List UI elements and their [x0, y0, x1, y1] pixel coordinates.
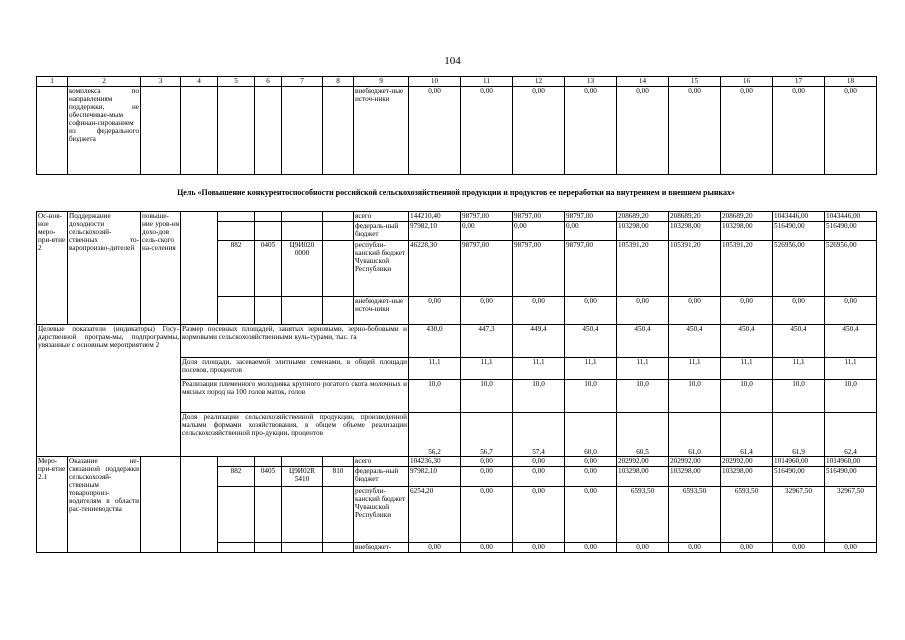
value-cell: 0,00 [565, 87, 617, 175]
page-number: 104 [444, 55, 461, 67]
indicator-value: 62,4 [825, 413, 877, 457]
empty-cell [323, 241, 354, 297]
value-cell: 526956,00 [825, 241, 877, 297]
empty-cell [218, 212, 255, 222]
value-cell: 526956,00 [773, 241, 825, 297]
measure-type: Меро-при-ятие 2.1 [37, 457, 68, 553]
empty-cell [255, 457, 282, 467]
funding-source: всего [354, 457, 409, 467]
value-cell: 0,00 [617, 543, 669, 553]
value-cell: 202992,00 [721, 457, 773, 467]
value-cell: 0,00 [461, 467, 513, 487]
value-cell: 144210,40 [409, 212, 461, 222]
indicator-value: 450,4 [669, 325, 721, 358]
value-cell: 0,00 [513, 543, 565, 553]
empty-cell [218, 487, 255, 543]
indicator-value: 10,0 [409, 380, 461, 413]
value-cell: 208689,20 [669, 212, 721, 222]
empty-cell [255, 297, 282, 325]
indicator-value: 61,0 [669, 413, 721, 457]
value-cell: 98797,00 [461, 212, 513, 222]
value-cell: 0,00 [565, 543, 617, 553]
value-cell: 0,00 [409, 87, 461, 175]
indicator-value: 11,1 [617, 358, 669, 380]
header-cell: 12 [513, 77, 565, 87]
empty-cell [282, 212, 323, 222]
value-cell: 208689,20 [721, 212, 773, 222]
funding-source: федераль-ный бюджет [354, 222, 409, 241]
header-cell: 17 [773, 77, 825, 87]
value-cell: 0,00 [513, 457, 565, 467]
indicator-value: 11,1 [565, 358, 617, 380]
funding-source: федераль-ный бюджет [354, 467, 409, 487]
header-cell: 3 [141, 77, 181, 87]
empty-cell [255, 222, 282, 241]
indicator-value: 11,1 [461, 358, 513, 380]
value-cell: 0,00 [461, 297, 513, 325]
value-cell: 0,00 [565, 487, 617, 543]
value-cell: 103298,00 [617, 222, 669, 241]
empty-cell [218, 457, 255, 467]
indicator-value: 11,1 [513, 358, 565, 380]
indicator-value: 61,9 [773, 413, 825, 457]
value-cell: 516490,00 [773, 467, 825, 487]
indicator-value: 10,0 [513, 380, 565, 413]
value-cell: 0,00 [825, 543, 877, 553]
table-row [37, 87, 877, 175]
value-cell: 0,00 [773, 543, 825, 553]
indicator-row [37, 325, 877, 358]
value-cell: 0,00 [461, 87, 513, 175]
rzpr-code: 0405 [255, 241, 282, 297]
value-cell: 0,00 [513, 222, 565, 241]
value-cell: 202992,00 [617, 457, 669, 467]
value-cell: 208689,20 [617, 212, 669, 222]
value-cell: 98797,00 [461, 241, 513, 297]
header-cell: 1 [37, 77, 68, 87]
indicator-value: 10,0 [825, 380, 877, 413]
value-cell: 0,00 [565, 467, 617, 487]
indicator-value: 450,4 [721, 325, 773, 358]
empty-cell [282, 457, 323, 467]
empty-cell [323, 297, 354, 325]
goal-title: Цель «Повышение конкурентоспособности российской сельскохозяйственной продукции и продуктов ее переработки на внутреннем и внешнем рынках» [177, 188, 735, 197]
empty-cell [282, 487, 323, 543]
value-cell: 98797,00 [513, 241, 565, 297]
value-cell: 0,00 [513, 297, 565, 325]
value-cell: 0,00 [669, 87, 721, 175]
value-cell: 0,00 [773, 297, 825, 325]
measure-name: Поддержание доходности сельскохозяй-ственных то-варопроизво-дителей [68, 212, 141, 325]
value-cell: 32967,50 [773, 487, 825, 543]
indicator-name: Доля реализации сельскохозяйственной продукции, произведенной малыми формами хозяйствования, в общем объеме реализации сельскохозяйственной про-дукции, процентов [181, 413, 409, 457]
indicator-value: 11,1 [721, 358, 773, 380]
value-cell: 202992,00 [669, 457, 721, 467]
value-cell: 46228,30 [409, 241, 461, 297]
value-cell: 103298,00 [617, 467, 669, 487]
measure-goal: повыше-ние уров-ня дохо-дов сель-ского на-селения [141, 212, 181, 325]
value-cell: 0,00 [721, 297, 773, 325]
indicator-value: 450,4 [825, 325, 877, 358]
indicator-value: 10,0 [461, 380, 513, 413]
header-row [37, 77, 877, 87]
indicator-value: 61,4 [721, 413, 773, 457]
header-cell: 2 [68, 77, 141, 87]
empty-cell [323, 457, 354, 467]
header-cell: 18 [825, 77, 877, 87]
header-cell: 10 [409, 77, 461, 87]
header-cell: 14 [617, 77, 669, 87]
empty-cell [218, 543, 255, 553]
value-cell: 0,00 [409, 543, 461, 553]
csr-code: Ц9И02R 5410 [282, 467, 323, 487]
indicator-value: 10,0 [669, 380, 721, 413]
header-cell: 8 [323, 77, 354, 87]
value-cell: 103298,00 [721, 222, 773, 241]
indicator-value: 56,7 [461, 413, 513, 457]
indicator-value: 10,0 [721, 380, 773, 413]
value-cell: 6593,50 [669, 487, 721, 543]
value-cell: 6593,50 [721, 487, 773, 543]
value-cell: 97982,10 [409, 467, 461, 487]
indicator-value: 447,3 [461, 325, 513, 358]
header-cell: 6 [255, 77, 282, 87]
empty-cell [323, 487, 354, 543]
value-cell: 105391,20 [669, 241, 721, 297]
value-cell: 105391,20 [617, 241, 669, 297]
value-cell: 104236,30 [409, 457, 461, 467]
value-cell: 0,00 [773, 87, 825, 175]
indicator-value: 11,1 [773, 358, 825, 380]
indicator-value: 450,4 [565, 325, 617, 358]
funding-source: внебюджет-ные источ-ники [354, 87, 409, 175]
measure-type: Ос-нов-ное меро-при-ятие 2 [37, 212, 68, 325]
empty-cell [282, 222, 323, 241]
rzpr-code: 0405 [255, 467, 282, 487]
funding-source: республи-канский бюджет Чувашской Республики [354, 241, 409, 297]
value-cell: 1014960,00 [773, 457, 825, 467]
empty-cell [141, 457, 181, 553]
empty-cell [181, 212, 218, 325]
value-cell: 0,00 [825, 297, 877, 325]
funding-source: всего [354, 212, 409, 222]
indicator-value: 430,0 [409, 325, 461, 358]
value-cell: 0,00 [825, 87, 877, 175]
value-cell: 0,00 [513, 467, 565, 487]
value-cell: 0,00 [513, 87, 565, 175]
funding-source: внебюджет- [354, 543, 409, 553]
indicator-value: 57,4 [513, 413, 565, 457]
empty-cell [37, 87, 68, 175]
value-cell: 1043446,00 [773, 212, 825, 222]
empty-cell [255, 212, 282, 222]
empty-cell [218, 87, 255, 175]
funding-source: республи-канский бюджет Чувашской Республики [354, 487, 409, 543]
vr-code: 810 [323, 467, 354, 487]
value-cell: 98797,00 [565, 212, 617, 222]
header-cell: 16 [721, 77, 773, 87]
value-cell: 0,00 [461, 457, 513, 467]
funding-source: внебюджет-ные источ-ники [354, 297, 409, 325]
value-cell: 1014960,00 [825, 457, 877, 467]
value-cell: 0,00 [461, 222, 513, 241]
table-row [37, 212, 877, 222]
empty-cell [323, 212, 354, 222]
header-cell: 13 [565, 77, 617, 87]
empty-cell [255, 487, 282, 543]
value-cell: 0,00 [461, 487, 513, 543]
grbs-code: 882 [218, 467, 255, 487]
empty-cell [141, 87, 181, 175]
value-cell: 0,00 [721, 543, 773, 553]
indicator-value: 11,1 [825, 358, 877, 380]
empty-cell [282, 543, 323, 553]
empty-cell [282, 87, 323, 175]
program-table-top [36, 76, 877, 175]
value-cell: 6254,20 [409, 487, 461, 543]
measure-name: комплекса по направлениям поддержки, не обеспечивае-мым софинан-сированием из федерального бюджета [68, 87, 141, 175]
empty-cell [323, 543, 354, 553]
empty-cell [181, 457, 218, 553]
value-cell: 0,00 [461, 543, 513, 553]
value-cell: 0,00 [669, 297, 721, 325]
value-cell: 0,00 [565, 222, 617, 241]
indicator-name: Размер посевных площадей, занятых зерновыми, зерно-бобовыми и кормовыми сельскохозяйственными куль-турами, тыс. га [181, 325, 409, 358]
value-cell: 103298,00 [721, 467, 773, 487]
indicator-value: 11,1 [409, 358, 461, 380]
indicators-label: Целевые показатели (индикаторы) Госу-дарственной програм-мы, подпрограммы, увязанные с основным мероприятием 2 [37, 325, 181, 457]
header-cell: 4 [181, 77, 218, 87]
value-cell: 1043446,00 [825, 212, 877, 222]
value-cell: 98797,00 [565, 241, 617, 297]
empty-cell [323, 222, 354, 241]
value-cell: 516490,00 [825, 467, 877, 487]
header-cell: 7 [282, 77, 323, 87]
header-cell: 5 [218, 77, 255, 87]
value-cell: 32967,50 [825, 487, 877, 543]
indicator-name: Доля площади, засеваемой элитными семенами, в общей площади посевов, процентов [181, 358, 409, 380]
value-cell: 0,00 [565, 297, 617, 325]
value-cell: 103298,00 [669, 467, 721, 487]
empty-cell [181, 87, 218, 175]
value-cell: 0,00 [513, 487, 565, 543]
empty-cell [218, 222, 255, 241]
indicator-value: 11,1 [669, 358, 721, 380]
grbs-code: 882 [218, 241, 255, 297]
indicator-value: 450,4 [773, 325, 825, 358]
empty-cell [255, 543, 282, 553]
empty-cell [323, 87, 354, 175]
value-cell: 0,00 [721, 87, 773, 175]
indicator-value: 10,0 [617, 380, 669, 413]
value-cell: 105391,20 [721, 241, 773, 297]
indicator-value: 10,0 [565, 380, 617, 413]
empty-cell [218, 297, 255, 325]
value-cell: 97982,10 [409, 222, 461, 241]
header-cell: 15 [669, 77, 721, 87]
value-cell: 0,00 [669, 543, 721, 553]
header-cell: 11 [461, 77, 513, 87]
indicator-value: 60,0 [565, 413, 617, 457]
measure-name: Оказание не-связанной поддержки сельскохозяй-ственным товаропроиз-водителям в области рас-тениеводства [68, 457, 141, 553]
indicator-value: 450,4 [617, 325, 669, 358]
value-cell: 0,00 [617, 297, 669, 325]
empty-cell [282, 297, 323, 325]
indicator-value: 10,0 [773, 380, 825, 413]
value-cell: 0,00 [409, 297, 461, 325]
indicator-value: 449,4 [513, 325, 565, 358]
value-cell: 98797,00 [513, 212, 565, 222]
header-cell: 9 [354, 77, 409, 87]
indicator-value: 56,2 [409, 413, 461, 457]
indicator-value: 60,5 [617, 413, 669, 457]
value-cell: 103298,00 [669, 222, 721, 241]
table-row [37, 457, 877, 467]
value-cell: 0,00 [617, 87, 669, 175]
value-cell: 516490,00 [773, 222, 825, 241]
value-cell: 0,00 [565, 457, 617, 467]
csr-code: Ц9И020 0000 [282, 241, 323, 297]
empty-cell [255, 87, 282, 175]
indicator-name: Реализация племенного молодняка крупного рогатого скота молочных и мясных пород на 100 голов маток, голов [181, 380, 409, 413]
value-cell: 516490,00 [825, 222, 877, 241]
program-table-main [36, 211, 877, 553]
value-cell: 6593,50 [617, 487, 669, 543]
